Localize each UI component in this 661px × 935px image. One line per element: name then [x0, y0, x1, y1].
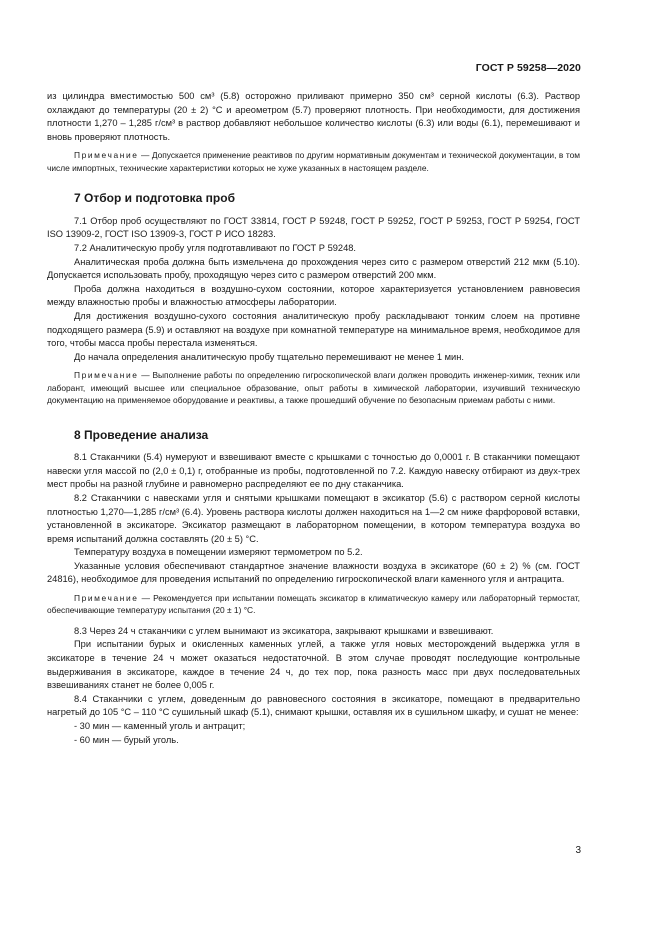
- document-body: [47, 90, 580, 747]
- paragraph: 8.3 Через 24 ч стаканчики с углем вынимают из эксикатора, закрывают крышками и взвешивают.: [74, 625, 494, 636]
- paragraph: Аналитическая проба должна быть измельчена до прохождения через сито с размером отверстий 212 мкм (5.10). Допускается использовать пробу, проходящую через сито с размером отверстий 200 мкм.: [47, 256, 580, 281]
- paragraph: 7.1 Отбор проб осуществляют по ГОСТ 33814, ГОСТ Р 59248, ГОСТ Р 59252, ГОСТ Р 59253, ГОСТ Р 59254, ГОСТ ISO 13909-2, ГОСТ ISO 13909-3, ГОСТ Р ИСО 18283.: [47, 215, 580, 240]
- paragraph: из цилиндра вместимостью 500 см³ (5.8) осторожно приливают примерно 350 см³ серной кислоты (6.3). Раствор охлаждают до температуры (20 ± 2) °С и ареометром (5.7) проверяют плотность. При необходимости, для достижения плотности 1,270 – 1,285 г/см³ в раствор добавляют небольшое количество кислоты (6.3) или воды (6.1), перемешивают и вновь проверяют плотность.: [47, 91, 580, 142]
- note-label: Примечание: [74, 593, 139, 604]
- paragraph: 8.4 Стаканчики с углем, доведенным до равновесного состояния в эксикаторе, помещают в предварительно нагретый до 105 °С – 110 °С сушильный шкаф (5.1), снимают крышки, оставляя их в сушильном шкафу, и сушат не менее:: [47, 693, 580, 718]
- page-number: 3: [575, 845, 581, 856]
- paragraph: 8.2 Стаканчики с навесками угля и снятыми крышками помещают в эксикатор (5.6) с раствором серной кислоты плотностью 1,270—1,285 г/см³ (6.4). Уровень раствора кислоты должен находиться на 1—2 см ниже фарфоровой вставки, установленной в эксикаторе. Эксикатор размещают в лабораторном помещении, в котором температура воздуха во время испытаний должна составлять (20 ± 5) °С.: [47, 492, 580, 544]
- paragraph: Температуру воздуха в помещении измеряют термометром по 5.2.: [74, 547, 363, 558]
- note-label: Примечание: [74, 150, 139, 161]
- note-text: — Рекомендуется при испытании помещать эксикатор в климатическую камеру или лабораторный термостат, обеспечивающие температуру испытания (20 ± 1) °С.: [47, 593, 580, 616]
- note: [47, 369, 580, 406]
- paragraph: До начала определения аналитическую пробу тщательно перемешивают не менее 1 мин.: [74, 351, 464, 362]
- section-heading: 8 Проведение анализа: [74, 427, 209, 442]
- note-label: Примечание: [74, 370, 139, 381]
- note-text: — Выполнение работы по определению гигроскопической влаги должен проводить инженер-химик, техник или лаборант, имеющий высшее или специальное образование, опыт работы в химической лаборатории, изучивший техническую документацию на применяемое оборудование и реактивы, а также прошедший обучение по безопасным приемам работы с ними.: [47, 370, 580, 406]
- paragraph: Проба должна находиться в воздушно-сухом состоянии, которое характеризуется установлением равновесия между влажностью пробы и влажностью атмосферы лаборатории.: [47, 283, 580, 308]
- note: [47, 592, 580, 617]
- paragraph: 7.2 Аналитическую пробу угля подготавливают по ГОСТ Р 59248.: [74, 242, 357, 253]
- section-heading: 7 Отбор и подготовка проб: [74, 191, 236, 206]
- note: [47, 149, 580, 174]
- paragraph: 8.1 Стаканчики (5.4) нумеруют и взвешивают вместе с крышками с точностью до 0,0001 г. В стаканчики помещают навески угля массой по (2,0 ± 0,1) г, отобранные из пробы, подготовленной по 7.2. Каждую навеску отбирают из двух-трех мест пробы на разной глубине и равномерно распределяют ее по дну стаканчика.: [47, 452, 580, 490]
- list-item: - 30 мин — каменный уголь и антрацит;: [74, 721, 246, 732]
- list-item: - 60 мин — бурый уголь.: [74, 734, 179, 745]
- paragraph: При испытании бурых и окисленных каменных углей, а также угля новых месторождений выдержка угля в эксикаторе в течение 24 ч может оказаться недостаточной. В этом случае проводят последующие контрольные выдерживания в эксикаторе, каждое в течение 24 ч, до тех пор, пока разность масс при двух последовательных взвешиваниях станет не более 0,005 г.: [47, 639, 580, 691]
- paragraph: Для достижения воздушно-сухого состояния аналитическую пробу раскладывают тонким слоем на противне подходящего размера (5.9) и оставляют на воздухе при комнатной температуре на минимальное время, необходимое для того, чтобы масса пробы перестала изменяться.: [47, 310, 580, 349]
- note-text: — Допускается применение реактивов по другим нормативным документам и технической документации, в том числе импортных, технические характеристики которых не хуже указанных в настоящем разделе.: [47, 150, 580, 173]
- paragraph: Указанные условия обеспечивают стандартное значение влажности воздуха в эксикаторе (60 ± 2) % (см. ГОСТ 24816), необходимое для проведения испытаний по определению гигроскопической влаги каменного угля и антрацита.: [47, 560, 580, 585]
- standard-header: ГОСТ Р 59258—2020: [475, 62, 581, 74]
